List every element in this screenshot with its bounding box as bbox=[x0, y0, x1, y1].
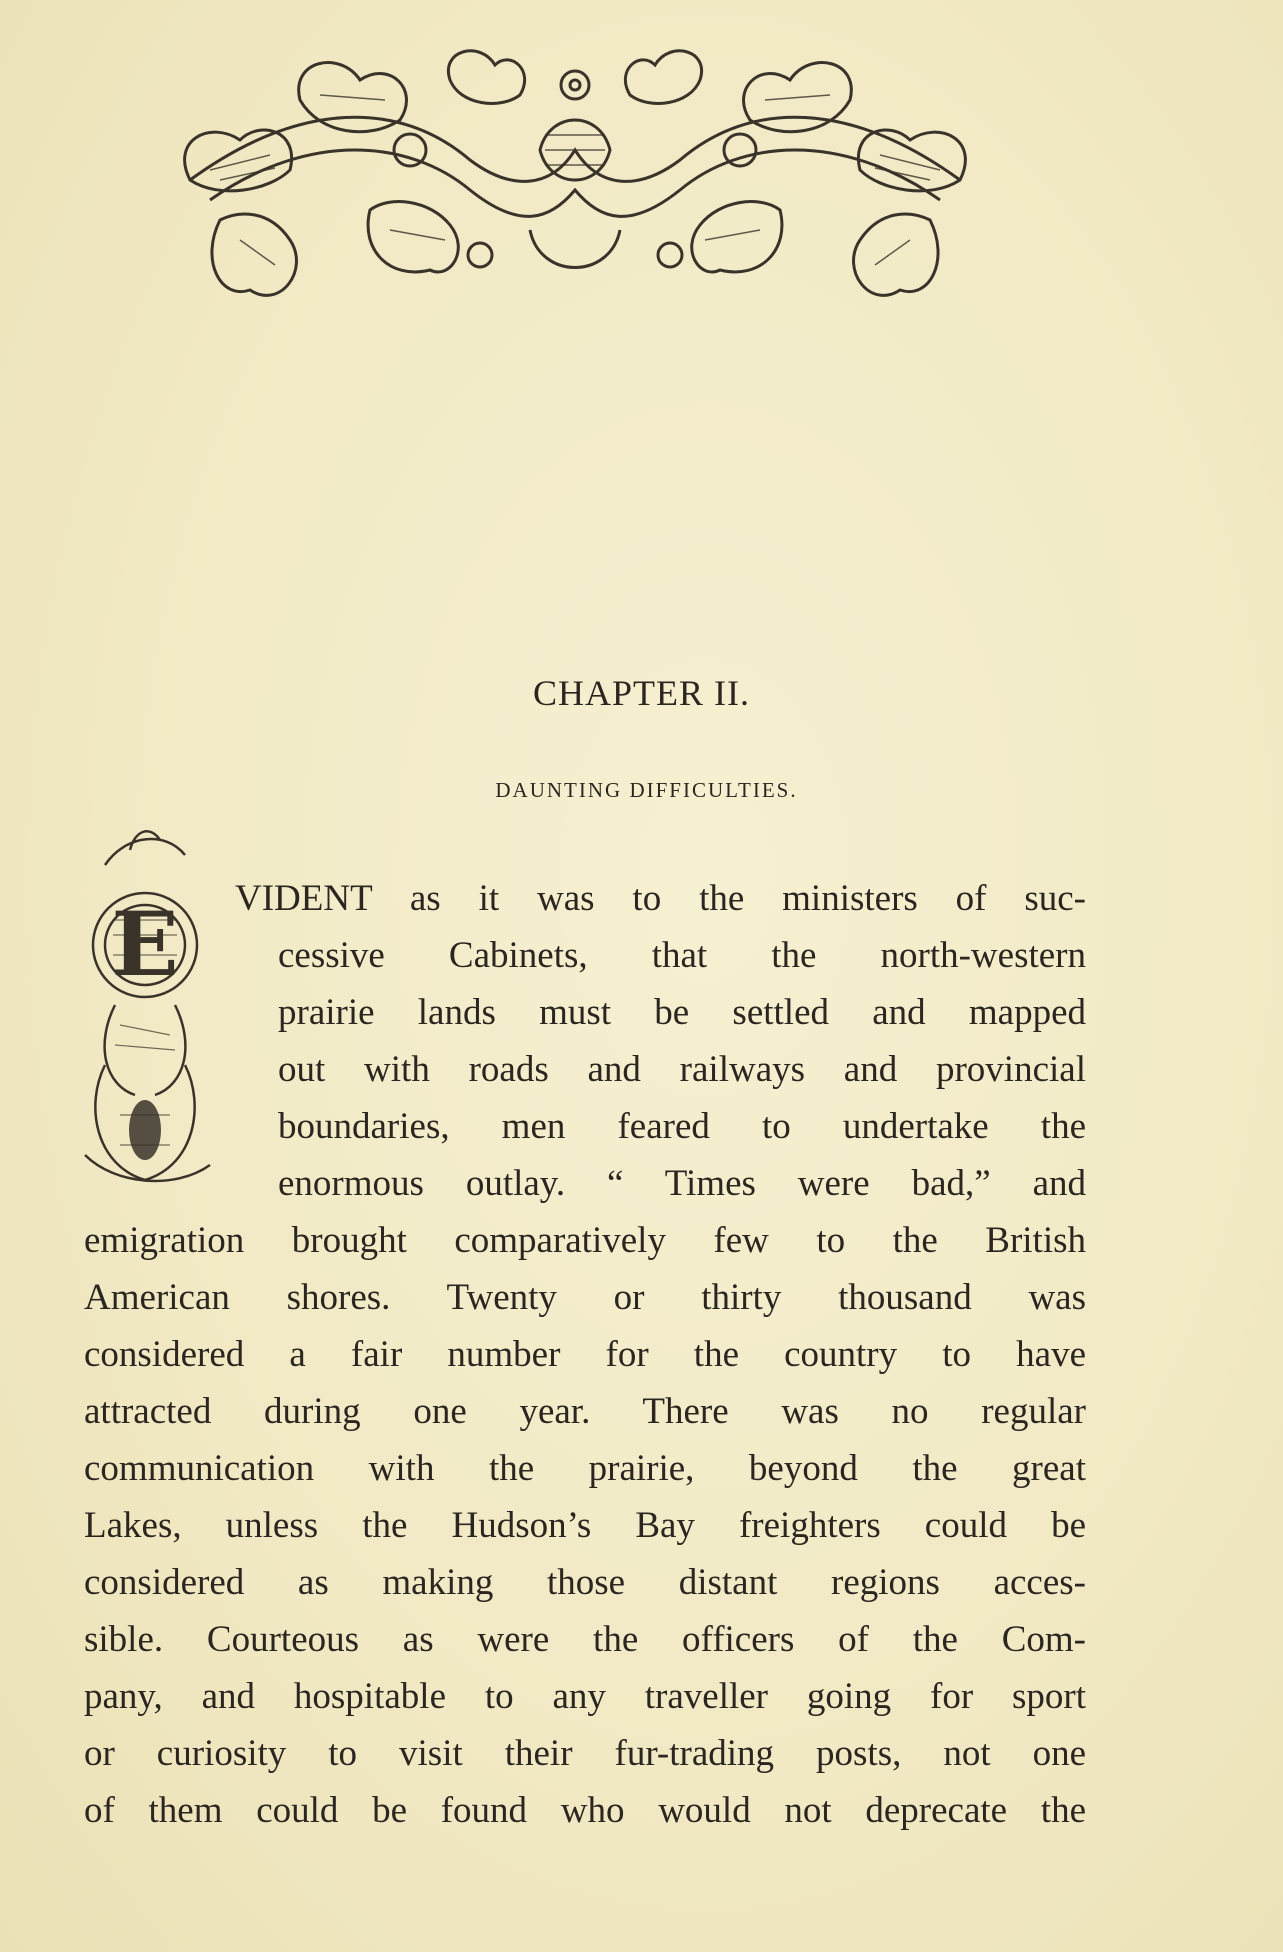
body-line: Lakes, unless the Hudson’s Bay freighters could be bbox=[84, 1505, 1086, 1546]
svg-text:E: E bbox=[111, 892, 179, 996]
body-line: considered as making those distant regions acces- bbox=[84, 1562, 1086, 1603]
body-line: or curiosity to visit their fur-trading posts, not one bbox=[84, 1733, 1086, 1774]
body-line: communication with the prairie, beyond the great bbox=[84, 1448, 1086, 1489]
body-line: sible. Courteous as were the officers of the Com- bbox=[84, 1619, 1086, 1660]
body-line: American shores. Twenty or thirty thousand was bbox=[84, 1277, 1086, 1318]
body-line: cessive Cabinets, that the north-western bbox=[278, 935, 1086, 976]
body-line: VIDENT as it was to the ministers of suc- bbox=[235, 878, 1086, 919]
body-line: prairie lands must be settled and mapped bbox=[278, 992, 1086, 1033]
body-line: emigration brought comparatively few to the British bbox=[84, 1220, 1086, 1261]
body-line: considered a fair number for the country to have bbox=[84, 1334, 1086, 1375]
chapter-title: CHAPTER II. bbox=[533, 673, 750, 713]
body-line: of them could be found who would not deprecate the bbox=[84, 1790, 1086, 1831]
body-line: pany, and hospitable to any traveller going for sport bbox=[84, 1676, 1086, 1717]
ornamental-initial-e-icon bbox=[75, 825, 225, 1205]
body-line: boundaries, men feared to undertake the bbox=[278, 1106, 1086, 1147]
body-line: enormous outlay. “ Times were bad,” and bbox=[278, 1163, 1086, 1204]
body-line: out with roads and railways and provincial bbox=[278, 1049, 1086, 1090]
chapter-subtitle: DAUNTING DIFFICULTIES. bbox=[495, 778, 798, 802]
leaf-scroll-headpiece-icon bbox=[150, 40, 1000, 310]
body-line: attracted during one year. There was no regular bbox=[84, 1391, 1086, 1432]
